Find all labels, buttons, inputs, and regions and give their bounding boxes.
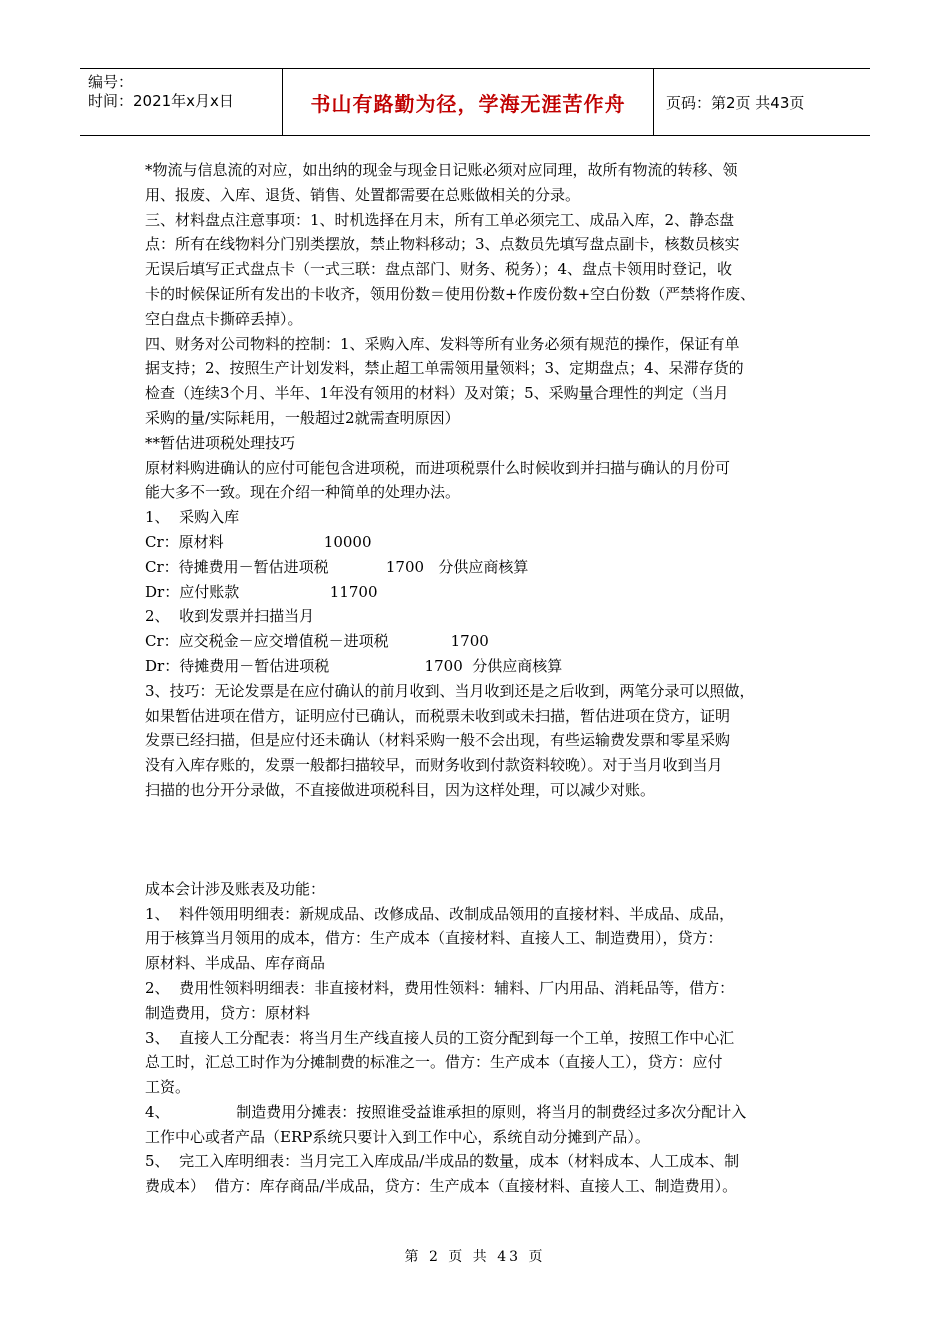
body-line: 卡的时候保证所有发出的卡收齐，领用份数＝使用份数+作废份数+空白份数（严禁将作废、 <box>145 284 756 303</box>
document-body <box>145 158 815 1199</box>
body-line: 用、报废、入库、退货、销售、处置都需要在总账做相关的分录。 <box>145 185 581 204</box>
body-line: 采购的量/实际耗用，一般超过2就需查明原因） <box>145 408 460 427</box>
body-line: 2、 收到发票并扫描当月 <box>145 607 315 626</box>
body-line: 三、材料盘点注意事项：1、时机选择在月末，所有工单必须完工、成品入库，2、静态盘 <box>145 210 735 229</box>
body-line: 总工时，汇总工时作为分摊制费的标准之一。借方：生产成本（直接人工），贷方：应付 <box>145 1053 723 1072</box>
journal-entry-line: Dr：待摊费用－暂估进项税 1700 分供应商核算 <box>145 656 563 675</box>
body-line: 工资。 <box>145 1078 191 1097</box>
body-line: 如果暂估进项在借方，证明应付已确认，而税票未收到或未扫描，暂估进项在贷方，证明 <box>145 706 731 725</box>
body-line: 检查（连续3个月、半年、1年没有领用的材料）及对策；5、采购量合理性的判定（当月 <box>145 384 729 403</box>
body-line: 3、 直接人工分配表：将当月生产线直接人员的工资分配到每一个工单，按照工作中心汇 <box>145 1028 735 1047</box>
body-line: 能大多不一致。现在介绍一种简单的处理办法。 <box>145 483 461 502</box>
section-spacer <box>145 803 815 877</box>
body-line: 制造费用，贷方：原材料 <box>145 1003 311 1022</box>
body-line: 原材料、半成品、库存商品 <box>145 954 326 973</box>
page-header <box>80 68 870 136</box>
body-line: 据支持；2、按照生产计划发料，禁止超工单需领用量领料；3、定期盘点；4、呆滞存货的 <box>145 359 744 378</box>
document-number-label: 编号： <box>88 73 134 91</box>
body-line: 4、 制造费用分摊表：按照谁受益谁承担的原则，将当月的制费经过多次分配计入 <box>145 1102 747 1121</box>
body-line: 1、 采购入库 <box>145 508 240 527</box>
body-line: 费成本） 借方：库存商品/半成品，贷方：生产成本（直接材料、直接人工、制造费用）。 <box>145 1177 738 1196</box>
body-line: 1、 料件领用明细表：新规成品、改修成品、改制成品领用的直接材料、半成品、成品， <box>145 904 735 923</box>
body-section-1 <box>145 158 815 803</box>
body-line: 点：所有在线物料分门别类摆放，禁止物料移动；3、点数员先填写盘点副卡，核数员核实 <box>145 235 740 254</box>
body-line: 2、 费用性领料明细表：非直接材料，费用性领料：辅料、厂内用品、消耗品等，借方： <box>145 978 735 997</box>
document-date-label: 时间：2021年x月x日 <box>88 92 234 110</box>
body-section-2 <box>145 877 815 1199</box>
body-line: 四、财务对公司物料的控制：1、采购入库、发料等所有业务必须有规范的操作，保证有单 <box>145 334 740 353</box>
body-line: **暂估进项税处理技巧 <box>145 433 296 452</box>
journal-entry-line: Cr：待摊费用－暂估进项税 1700 分供应商核算 <box>145 557 529 576</box>
header-meta <box>80 69 282 135</box>
body-line: 3、技巧：无论发票是在应付确认的前月收到、当月收到还是之后收到，两笔分录可以照做， <box>145 681 755 700</box>
journal-entry-line: Cr：原材料 10000 <box>145 532 372 551</box>
section-heading: 成本会计涉及账表及功能： <box>145 879 326 898</box>
body-line: 5、 完工入库明细表：当月完工入库成品/半成品的数量，成本（材料成本、人工成本、制 <box>145 1152 740 1171</box>
header-page-number: 页码：第2页 共43页 <box>666 93 805 112</box>
body-line: 扫描的也分开分录做，不直接做进项税科目，因为这样处理，可以减少对账。 <box>145 780 656 799</box>
body-line: *物流与信息流的对应，如出纳的现金与现金日记账必须对应同理，故所有物流的转移、领 <box>145 161 738 179</box>
body-line: 发票已经扫描，但是应付还未确认（材料采购一般不会出现，有些运输费发票和零星采购 <box>145 731 731 750</box>
journal-entry-line: Dr：应付账款 11700 <box>145 582 378 601</box>
page-footer: 第 2 页 共 43 页 <box>404 1249 546 1265</box>
journal-entry-line: Cr：应交税金－应交增值税－进项税 1700 <box>145 632 489 651</box>
body-line: 原材料购进确认的应付可能包含进项税，而进项税票什么时候收到并扫描与确认的月份可 <box>145 458 731 477</box>
body-line: 空白盘点卡撕碎丢掉）。 <box>145 309 303 328</box>
body-line: 没有入库存账的，发票一般都扫描较早，而财务收到付款资料较晚）。对于当月收到当月 <box>145 756 723 775</box>
body-line: 用于核算当月领用的成本，借方：生产成本（直接材料、直接人工、制造费用），贷方： <box>145 929 723 948</box>
body-line: 无误后填写正式盘点卡（一式三联：盘点部门、财务、税务）；4、盘点卡领用时登记，收 <box>145 260 733 279</box>
header-motto: 书山有路勤为径，学海无涯苦作舟 <box>282 69 654 135</box>
body-line: 工作中心或者产品（ERP系统只要计入到工作中心，系统自动分摊到产品）。 <box>145 1127 650 1146</box>
